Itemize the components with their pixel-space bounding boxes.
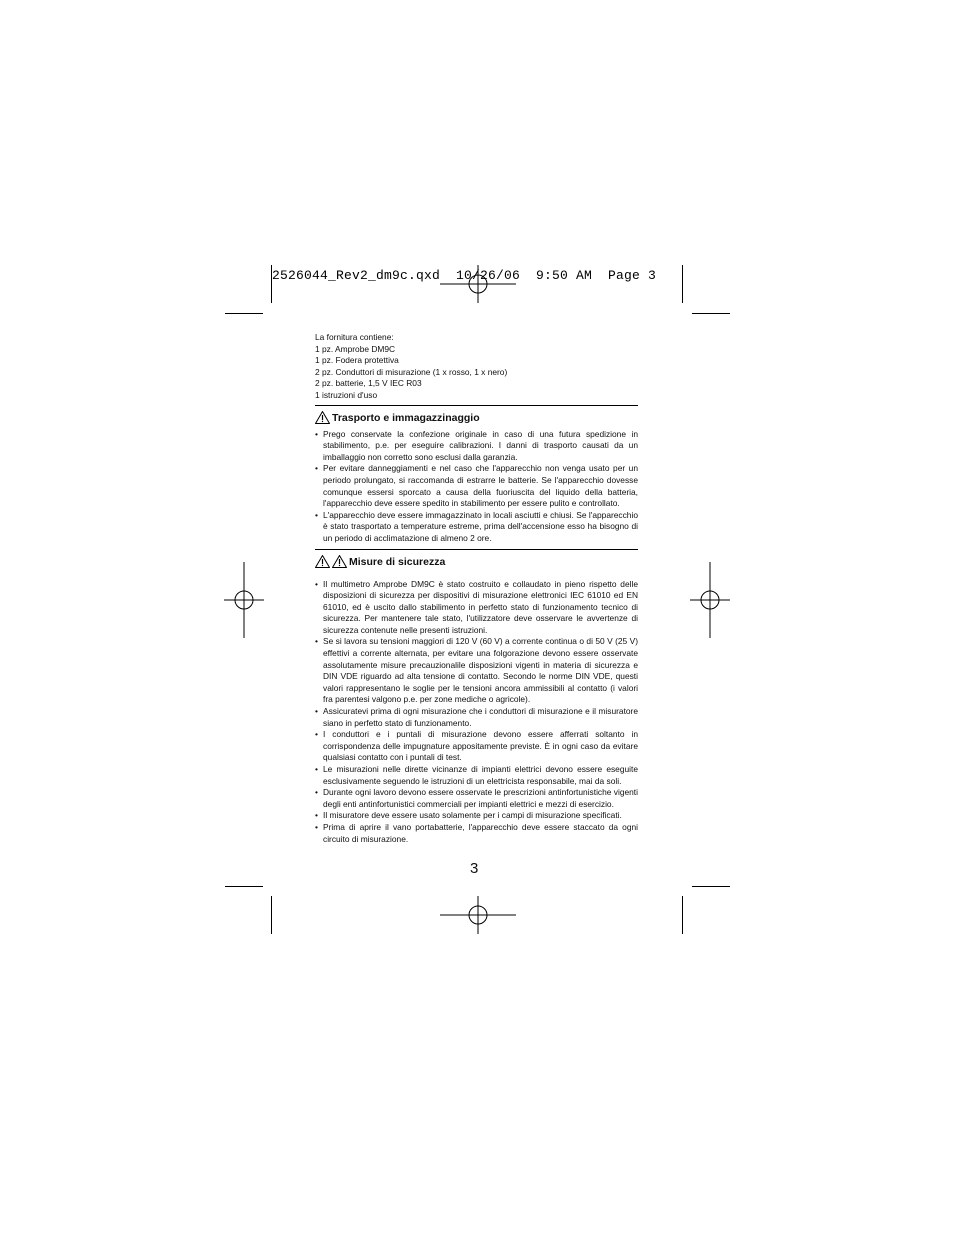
crop-mark-bottom-right-horizontal xyxy=(692,886,730,887)
page-number: 3 xyxy=(470,860,479,877)
crop-mark-bottom-left-horizontal xyxy=(225,886,263,887)
print-slug-line: 2526044_Rev2_dm9c.qxd 10/26/06 9:50 AM Page 3 xyxy=(272,268,657,283)
kit-contents-title: La fornitura contiene: xyxy=(315,332,394,342)
registration-mark-top-icon xyxy=(440,265,516,303)
registration-mark-bottom-icon xyxy=(440,896,516,934)
crop-mark-bottom-left-vertical xyxy=(271,896,272,934)
list-item: • Assicuratevi prima di ogni misurazione che i conduttori di misurazione e il misuratore siano in perfetto stato di funzionamento. xyxy=(315,706,638,729)
kit-item: 1 pz. Fodera protettiva xyxy=(315,355,399,366)
section-divider xyxy=(315,405,638,406)
crop-mark-top-right-vertical xyxy=(682,265,683,303)
section-divider xyxy=(315,549,638,550)
crop-mark-top-left-horizontal xyxy=(225,313,263,314)
list-item: • Le misurazioni nelle dirette vicinanze di impianti elettrici devono essere eseguite esclusivamente seguendo le istruzioni di un elettricista responsabile, mai da soli. xyxy=(315,764,638,787)
crop-mark-top-right-horizontal xyxy=(692,313,730,314)
list-item: • L'apparecchio deve essere immagazzinato in locali asciutti e chiusi. Se l'apparecchio è stato trasportato a temperature estreme, prima dell'accensione esso ha bisogno di un periodo di acclimatazione di almeno 2 ore. xyxy=(315,510,638,545)
section-safety xyxy=(315,555,638,846)
warning-icon xyxy=(315,555,330,568)
warning-icon xyxy=(332,555,347,568)
kit-item: 1 istruzioni d'uso xyxy=(315,389,378,400)
crop-mark-bottom-right-vertical xyxy=(682,896,683,934)
list-item: • Prego conservate la confezione originale in caso di una futura spedizione in stabilimento, p.e. per eseguire calibrazioni. I danni di trasporto causati da un imballaggio non corretto sono esclusi dalla garanzia. xyxy=(315,429,638,464)
registration-mark-right-icon xyxy=(690,562,730,638)
section-title-text: Misure di sicurezza xyxy=(349,555,446,568)
bullet-list xyxy=(315,429,638,545)
bullet-list xyxy=(315,579,638,846)
list-item: • Il misuratore deve essere usato solamente per i campi di misurazione specificati. xyxy=(315,810,638,822)
section-title xyxy=(315,555,638,569)
crop-mark-top-left-vertical xyxy=(271,265,272,303)
kit-item: 2 pz. Conduttori di misurazione (1 x rosso, 1 x nero) xyxy=(315,366,508,377)
registration-mark-left-icon xyxy=(224,562,264,638)
list-item: • Per evitare danneggiamenti e nel caso che l'apparecchio non venga usato per un periodo prolungato, si raccomanda di estrarre le batterie. Se l'apparecchio dovesse comunque essersi sporcato a causa della fuoriuscita del liquido della batteria, l'apparecchio deve essere spedito in stabilimento per essere pulito e controllato. xyxy=(315,463,638,509)
list-item: • Se si lavora su tensioni maggiori di 120 V (60 V) a corrente continua o di 50 V (25 V) effettivi a corrente alternata, per evitare una folgorazione devono essere osservate assolutamente misure precauzionalile disposizioni vigenti in materia di sicurezza e DIN VDE riguardo ad alta tensione di contatto. Secondo le norme DIN VDE, questi valori rappresentano le soglie per le tensioni ancora ammissibili al contatto (i valori fra parentesi valgono p.e. per zone mediche o agricole). xyxy=(315,636,638,706)
section-title xyxy=(315,411,638,425)
list-item: • Durante ogni lavoro devono essere osservate le prescrizioni antinfortunistiche vigenti degli enti antinfortunistici commerciali per impianti elettrici e mezzi di esercizio. xyxy=(315,787,638,810)
section-transport xyxy=(315,411,638,545)
list-item: • Prima di aprire il vano portabatterie, l'apparecchio deve essere staccato da ogni circuito di misurazione. xyxy=(315,822,638,845)
kit-contents xyxy=(315,332,638,402)
section-title-text: Trasporto e immagazzinaggio xyxy=(332,411,480,424)
warning-icon xyxy=(315,411,330,424)
list-item: • Il multimetro Amprobe DM9C è stato costruito e collaudato in pieno rispetto delle disposizioni di sicurezza per dispositivi di misurazione elettronici IEC 61010 ed EN 61010, ed è uscito dallo stabilimento in perfetto stato di funzionamento tecnico di sicurezza. Per mantenere tale stato, l'utilizzatore deve osservare le avvertenze di sicurezza contenute nelle presenti istruzioni. xyxy=(315,579,638,637)
kit-item: 1 pz. Amprobe DM9C xyxy=(315,343,396,354)
list-item: • I conduttori e i puntali di misurazione devono essere afferrati soltanto in corrispondenza delle impugnature appositamente previste. È in ogni caso da evitare qualsiasi contatto con i puntali di test. xyxy=(315,729,638,764)
page-content xyxy=(315,332,638,845)
kit-item: 2 pz. batterie, 1,5 V IEC R03 xyxy=(315,378,422,389)
